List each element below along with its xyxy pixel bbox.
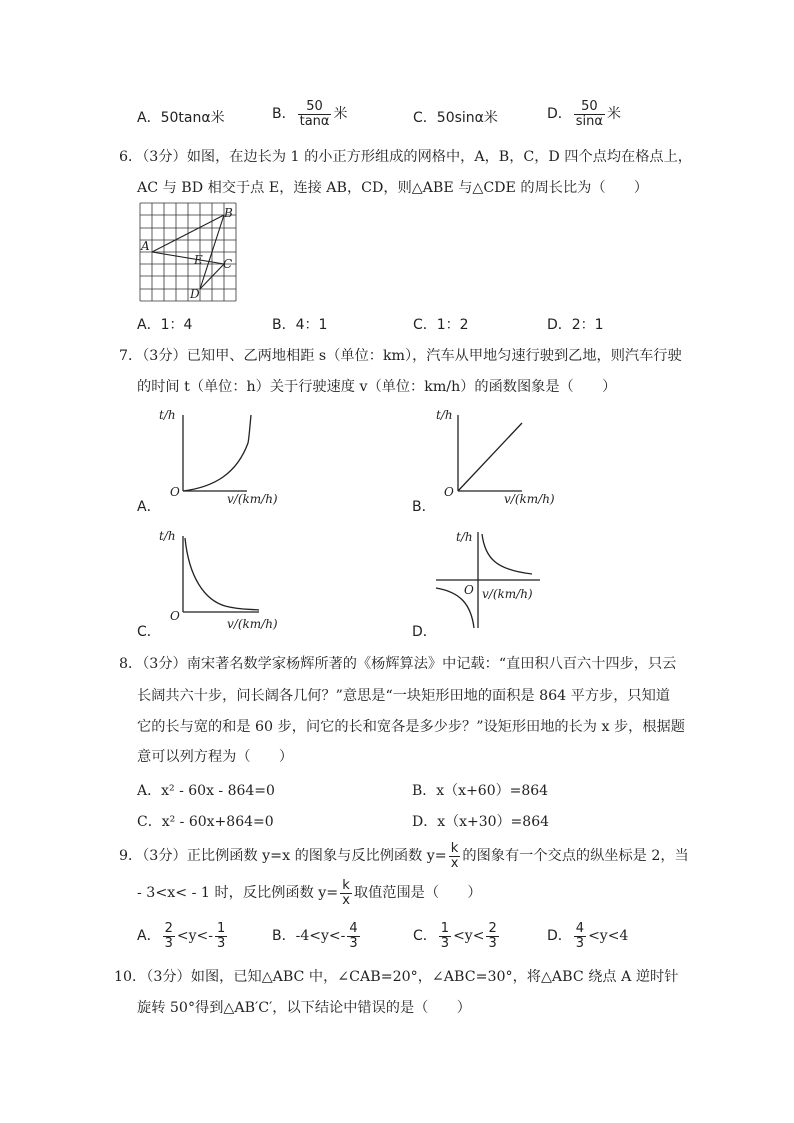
graph-a-origin: O xyxy=(170,485,180,499)
point-c-label: C xyxy=(223,257,233,271)
graph-a-xlabel: v/(km/h) xyxy=(227,492,278,505)
q8-stem-line1: 8．（3分）南宋著名数学家杨辉所著的《杨辉算法》中记载：“直田积八百六十四步，只云 xyxy=(119,656,677,672)
q7-stem-line1: 7．（3分）已知甲、乙两地相距 s（单位：km），汽车从甲地匀速行驶到乙地，则汽车行驶 xyxy=(119,348,682,364)
graph-c-origin: O xyxy=(170,609,180,623)
graph-b-ylabel: t/h xyxy=(436,408,453,422)
q5-option-a: A．50tanα米 xyxy=(137,110,225,126)
q7-label-c: C． xyxy=(137,624,161,640)
q8-option-b: B．x（x+60）=864 xyxy=(412,783,549,799)
point-b-label: B xyxy=(224,206,233,220)
q8-option-a: A．x² - 60x - 864=0 xyxy=(137,783,275,799)
q7-graph-a xyxy=(155,405,285,505)
q6-option-b: B．4：1 xyxy=(272,317,328,333)
q8-stem-line4: 意可以列方程为（ ） xyxy=(137,749,294,765)
point-a-label: A xyxy=(141,239,150,253)
q5-option-b: B． $\frac{50}{\tan\alpha}$ 米 xyxy=(272,99,348,129)
graph-a-ylabel: t/h xyxy=(159,408,176,422)
q5-option-c: C．50sinα米 xyxy=(413,110,498,126)
q8-stem-line2: 长阔共六十步，问长阔各几何？”意思是“一块矩形田地的面积是 864 平方步，只知道 xyxy=(137,688,670,704)
graph-c-xlabel: v/(km/h) xyxy=(227,617,278,631)
q6-grid-figure xyxy=(137,201,241,303)
graph-d-ylabel: t/h xyxy=(456,530,473,544)
q8-option-d: D．x（x+30）=864 xyxy=(412,814,550,830)
q9-stem-line2: - 3<x< - 1 时，反比例函数 y= $\frac{k}{x}$ 取值范围是（ ） xyxy=(137,878,482,908)
q7-stem-line2: 的时间 t（单位：h）关于行驶速度 v（单位：km/h）的函数图象是（ ） xyxy=(137,379,617,395)
graph-b-xlabel: v/(km/h) xyxy=(504,492,555,505)
point-e-label: E xyxy=(194,253,203,267)
q7-graph-d xyxy=(432,528,557,633)
q9-option-a: A． $\frac{2}{3}$ <y<- $\frac{1}{3}$ xyxy=(137,921,226,951)
graph-c-ylabel: t/h xyxy=(159,529,176,543)
point-d-label: D xyxy=(190,287,200,301)
q9-option-d: D． $\frac{4}{3}$ <y<4 xyxy=(547,921,629,951)
q6-stem-line1: 6．（3分）如图，在边长为 1 的小正方形组成的网格中，A，B，C，D 四个点均在格点上， xyxy=(119,149,692,165)
graph-d-origin: O xyxy=(464,583,474,597)
q6-stem-line2: AC 与 BD 相交于点 E，连接 AB，CD，则△ABE 与△CDE 的周长比为（ ） xyxy=(137,180,649,196)
q5-option-d: D． $\frac{50}{\sin\alpha}$ 米 xyxy=(547,99,621,129)
q6-option-a: A．1：4 xyxy=(137,317,193,333)
q7-label-d: D． xyxy=(412,624,437,640)
q9-option-c: C． $\frac{1}{3}$ <y< $\frac{2}{3}$ xyxy=(413,921,497,951)
graph-b-origin: O xyxy=(444,485,454,499)
graph-d-xlabel: v/(km/h) xyxy=(482,587,533,601)
q7-graph-c xyxy=(155,528,285,638)
q7-label-b: B． xyxy=(412,499,436,515)
q9-stem-line1: 9．（3分）正比例函数 y=x 的图象与反比例函数 y= $\frac{k}{x}$ 的图象有一个交点的纵坐标是 2，当 xyxy=(119,841,689,871)
q9-option-b: B．-4<y<- $\frac{4}{3}$ xyxy=(272,921,358,951)
q6-option-d: D．2：1 xyxy=(547,317,604,333)
q7-label-a: A． xyxy=(137,499,161,515)
q10-stem-line2: 旋转 50°得到△AB′C′，以下结论中错误的是（ ） xyxy=(137,1000,471,1016)
q10-stem-line1: 10．（3分）如图，已知△ABC 中，∠CAB=20°，∠ABC=30°，将△ABC 绕点 A 逆时针 xyxy=(114,969,679,985)
q8-stem-line3: 它的长与宽的和是 60 步，问它的长和宽各是多少步？”设矩形田地的长为 x 步，根据题 xyxy=(137,719,685,735)
q7-graph-b xyxy=(430,405,570,505)
q8-option-c: C．x² - 60x+864=0 xyxy=(137,814,274,830)
q6-option-c: C．1：2 xyxy=(413,317,469,333)
